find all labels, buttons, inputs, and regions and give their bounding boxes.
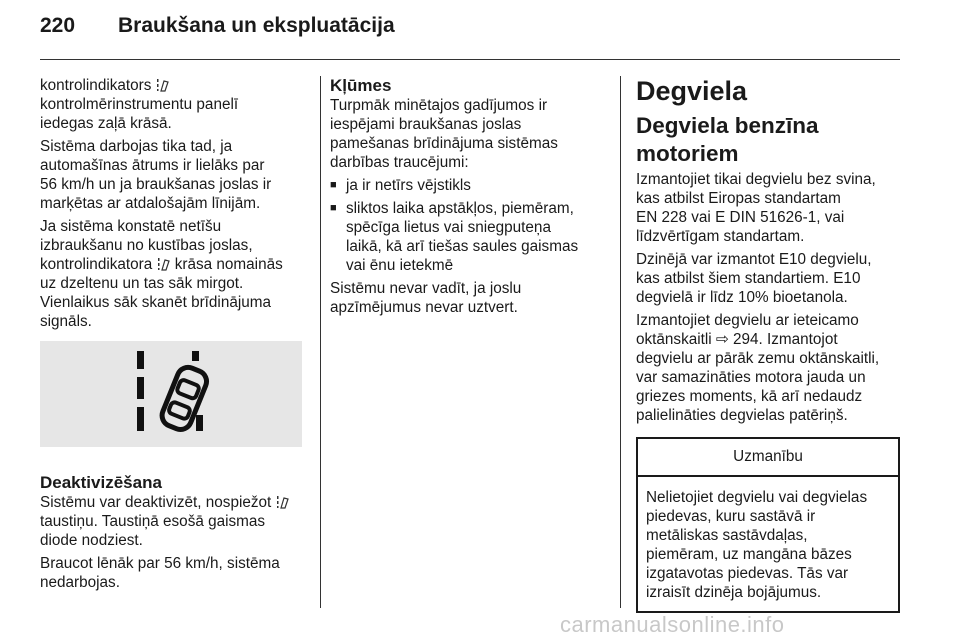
text-line: kas atbilst šiem standartiem. E10 [636, 270, 861, 287]
column-divider [620, 76, 621, 608]
column-left [40, 76, 310, 596]
text-line: Sistēmu nevar vadīt, ja joslu [330, 280, 522, 297]
text-line: metāliskas sastāvdaļas, [646, 527, 808, 544]
header-rule [40, 59, 900, 60]
list-item [330, 176, 612, 195]
list-item [330, 199, 612, 275]
text-line: piemēram, uz mangāna bāzes [646, 546, 852, 563]
lane-departure-icon [276, 495, 290, 509]
text-line: spēcīga lietus vai sniegputeņa [346, 219, 551, 236]
text-line: izbraukšanu no kustības joslas, [40, 237, 253, 254]
text-line: degvielu ar pārāk zemu oktānskaitli, [636, 350, 880, 367]
text-line: apzīmējumus nevar uztvert. [330, 299, 518, 316]
text-line: uz dzeltenu un tas sāk mirgot. [40, 275, 244, 292]
text-line: griezes moments, kā arī nedaudz [636, 388, 863, 405]
faults-heading: Kļūmes [330, 76, 392, 95]
text-line: izgatavotas piedevas. Tās var [646, 565, 849, 582]
list-item-text [346, 199, 578, 275]
text-line: darbības traucējumi: [330, 154, 469, 171]
text-line: kas atbilst Eiropas standartam [636, 190, 841, 207]
column-divider [320, 76, 321, 608]
text-line: piedevas, kuru sastāvā ir [646, 508, 816, 525]
text-line: Turpmāk minētajos gadījumos ir [330, 97, 548, 114]
text-line: iedegas zaļā krāsā. [40, 115, 172, 132]
lane-departure-icon [156, 78, 170, 92]
text-line: diode nodziest. [40, 532, 143, 549]
text-line: signāls. [40, 313, 92, 330]
text-line: Izmantojiet degvielu ar ieteicamo [636, 312, 859, 329]
paragraph-speed [40, 554, 310, 592]
column-middle [330, 76, 612, 321]
text-line: Izmantojiet tikai degvielu bez svina, [636, 171, 876, 188]
text-line: palielināties degvielas patēriņš. [636, 407, 848, 424]
text-line: marķētas ar atdalošajām līnijām. [40, 195, 261, 212]
petrol-heading: Degviela benzīna motoriem [636, 113, 819, 166]
paragraph-deactivate [40, 493, 310, 550]
text-line: laikā, kā arī tiešas saules gaismas [346, 238, 579, 255]
page-number: 220 [40, 14, 76, 37]
paragraph-faults-intro [330, 96, 612, 172]
paragraph-octane [636, 311, 906, 425]
paragraph-e10 [636, 250, 906, 307]
lane-departure-figure [40, 341, 302, 447]
paragraph-indicator [40, 76, 310, 133]
text-line: oktānskaitli [636, 331, 716, 348]
fuel-heading: Degviela [636, 76, 748, 106]
text-line: taustiņu. Taustiņā esošā gaismas [40, 513, 266, 530]
deactivation-heading: Deaktivizēšana [40, 473, 162, 492]
column-right [636, 76, 906, 613]
text-line: Vienlaikus sāk skanēt brīdinājuma [40, 294, 271, 311]
page-title: Braukšana un ekspluatācija [118, 14, 395, 37]
text-line: degvielā ir līdz 10% bioetanola. [636, 289, 848, 306]
page-reference-link[interactable]: 294. Izmantojot [733, 331, 838, 348]
text-line: kontrolindikators [40, 77, 156, 94]
text-line: līdzvērtīgam standartam. [636, 228, 805, 245]
paragraph-fuel-standard [636, 170, 906, 246]
watermark: carmanualsonline.info [560, 612, 785, 637]
caution-body [638, 477, 898, 611]
lane-departure-icon [40, 341, 302, 447]
text-line: Ja sistēma konstatē netīšu [40, 218, 222, 235]
text-line: kontrolindikatora [40, 256, 157, 273]
paragraph-warning [40, 217, 310, 331]
text-line: Braucot lēnāk par 56 km/h, sistēma [40, 555, 280, 572]
text-line: krāsa nomainās [170, 256, 283, 273]
text-line: automašīnas ātrums ir lielāks par [40, 157, 265, 174]
text-line: Sistēma darbojas tika tad, ja [40, 138, 233, 155]
text-line: iespējami braukšanas joslas [330, 116, 522, 133]
text-line: var samazināties motora jauda un [636, 369, 866, 386]
text-line: Dzinējā var izmantot E10 degvielu, [636, 251, 872, 268]
bullet-icon: ■ [330, 202, 337, 214]
text-line: nedarbojas. [40, 574, 120, 591]
text-line: kontrolmērinstrumentu panelī [40, 96, 239, 113]
text-line: 56 km/h un ja braukšanas joslas ir [40, 176, 272, 193]
text-line: sliktos laika apstākļos, piemēram, [346, 200, 574, 217]
caution-box [636, 437, 900, 613]
text-line: pamešanas brīdinājuma sistēmas [330, 135, 558, 152]
text-line: Nelietojiet degvielu vai degvielas [646, 489, 868, 506]
text-line: ja ir netīrs vējstikls [346, 177, 471, 194]
lane-departure-icon [157, 257, 171, 271]
text-line: Sistēmu var deaktivizēt, nospiežot [40, 494, 276, 511]
caution-title: Uzmanību [638, 439, 898, 477]
bullet-icon: ■ [330, 179, 337, 191]
paragraph-faults-outro [330, 279, 612, 317]
page-header [40, 8, 920, 52]
text-line: vai ēnu ietekmē [346, 257, 454, 274]
paragraph-operation [40, 137, 310, 213]
page-reference-arrow-icon[interactable]: ⇨ [715, 331, 729, 348]
text-line: EN 228 vai E DIN 51626-1, vai [636, 209, 845, 226]
text-line: izraisīt dzinēja bojājumus. [646, 584, 822, 601]
